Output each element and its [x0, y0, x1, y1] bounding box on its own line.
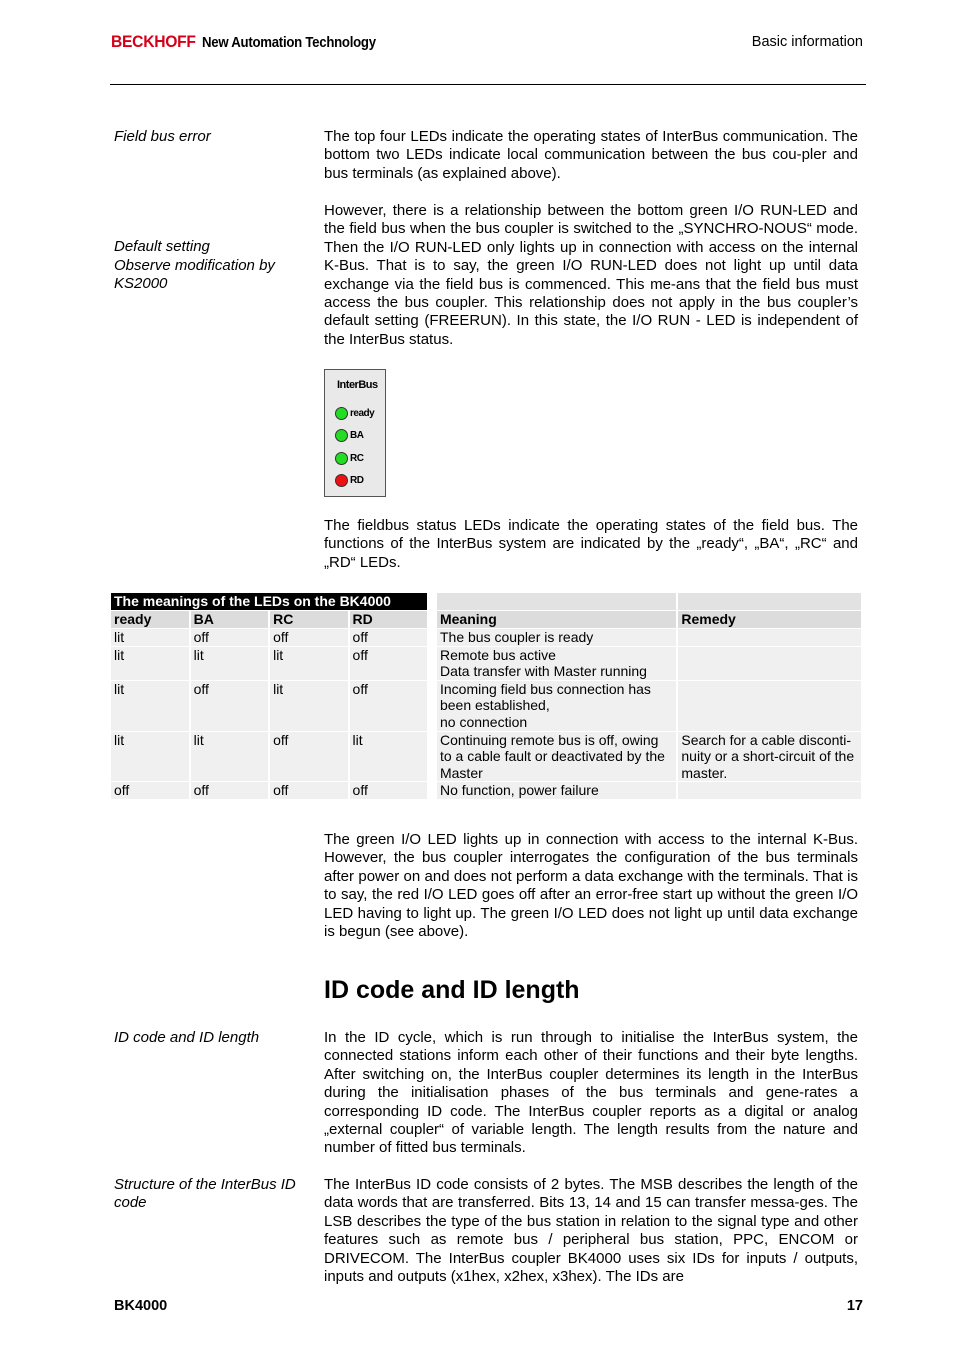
interbus-led-panel — [324, 369, 386, 497]
cell-rc: off — [270, 782, 347, 799]
table-caption-row — [111, 593, 861, 610]
table-row — [111, 647, 861, 680]
cell-ready: lit — [111, 629, 189, 646]
side-label-id-code-length: ID code and ID length — [114, 1029, 260, 1046]
section-title: Basic information — [751, 34, 863, 50]
meaning-line: The bus coupler is ready — [439, 629, 594, 645]
led-ba — [335, 428, 363, 442]
header-ba: BA — [191, 611, 268, 628]
led-ba-indicator — [335, 429, 348, 442]
footer-page-number: 17 — [846, 1298, 863, 1314]
cell-ba: lit — [191, 732, 268, 782]
table-row — [111, 681, 861, 731]
cell-ba: off — [191, 629, 268, 646]
cell-meaning — [437, 732, 676, 782]
cell-rc: lit — [270, 681, 347, 731]
led-rc-indicator — [335, 452, 348, 465]
led-ready-indicator — [335, 407, 348, 420]
led-rd-label: RD — [350, 474, 364, 486]
cell-ready: lit — [111, 732, 189, 782]
meaning-line: No function, power failure — [439, 782, 599, 799]
section-heading: ID code and ID length — [324, 976, 580, 1004]
cell-remedy — [678, 681, 861, 731]
footer-product: BK4000 — [114, 1298, 168, 1314]
cell-meaning — [437, 629, 676, 646]
led-rc-label: RC — [350, 452, 364, 464]
cell-rd: off — [350, 782, 427, 799]
paragraph-fieldbus-status: The fieldbus status LEDs indicate the operating states of the field bus. The functions of the InterBus system are indicated by the „ready“, „BA“, „RC“ and „RD“ LEDs. — [324, 517, 858, 571]
meaning-line: to a cable fault or deactivated by the — [439, 748, 665, 765]
meaning-line: no connection — [439, 713, 528, 730]
led-rd — [335, 473, 363, 487]
meaning-line: Incoming field bus connection has — [439, 680, 651, 697]
meaning-line: been established, — [439, 697, 550, 714]
cell-remedy — [678, 732, 861, 782]
side-label-default-setting: Default setting — [114, 238, 210, 255]
side-label-observe-modification: Observe modification by KS2000 — [114, 257, 275, 293]
cell-ready: off — [111, 782, 189, 799]
cell-ba: off — [191, 681, 268, 731]
cell-remedy — [678, 629, 861, 646]
led-meaning-table — [109, 592, 863, 800]
paragraph-led-states: The top four LEDs indicate the operating states of InterBus communication. The bottom two LEDs indicate local communication between the bus cou-pler and bus terminals (as explained above). — [324, 128, 858, 182]
led-ready-label: ready — [350, 407, 375, 419]
cell-ready: lit — [111, 681, 189, 731]
header-rule — [110, 84, 866, 85]
cell-remedy — [678, 782, 861, 799]
cell-rd: lit — [350, 732, 427, 782]
cell-meaning — [437, 681, 676, 731]
brand-logo — [111, 32, 399, 52]
led-rd-indicator — [335, 474, 348, 487]
header-meaning: Meaning — [437, 611, 676, 628]
table-row — [111, 782, 861, 799]
side-label-structure-id-code: Structure of the InterBus ID code — [114, 1176, 296, 1212]
remedy-line: nuity or a short-circuit of the — [681, 748, 855, 765]
table-caption: The meanings of the LEDs on the BK4000 — [111, 593, 427, 610]
cell-rc: lit — [270, 647, 347, 680]
remedy-line: master. — [681, 764, 728, 781]
table-header-row — [111, 611, 861, 628]
cell-rc: off — [270, 732, 347, 782]
cell-meaning — [437, 782, 676, 799]
led-panel-title: InterBus — [337, 379, 378, 391]
meaning-line: Continuing remote bus is off, owing — [439, 731, 659, 748]
led-rc — [335, 451, 363, 465]
cell-rd: off — [350, 647, 427, 680]
cell-ready: lit — [111, 647, 189, 680]
cell-rd: off — [350, 629, 427, 646]
header-ready: ready — [111, 611, 189, 628]
header-remedy: Remedy — [678, 611, 861, 628]
brand-name: BECKHOFF — [111, 32, 196, 51]
brand-tagline: New Automation Technology — [201, 34, 376, 51]
cell-remedy — [678, 647, 861, 680]
header-rd: RD — [350, 611, 427, 628]
paragraph-synchronous-mode: However, there is a relationship between the bottom green I/O RUN-LED and the field bus when the bus coupler is switched to the „SYNCHRO-NOUS“ mode. Then the I/O RUN-LED only lights up in connection with access on the internal K-Bus. That is to say, the green I/O RUN-LED does not light up until data exchange via the field bus is commenced. This me-ans that the field bus must access the bus coupler. This relationship does not apply in the bus coupler’s default setting (FREERUN). In this state, the I/O RUN - LED is independent of the InterBus status. — [324, 202, 858, 348]
cell-rd: off — [350, 681, 427, 731]
meaning-line: Data transfer with Master running — [439, 663, 647, 680]
table-row — [111, 629, 861, 646]
paragraph-id-code-structure: The InterBus ID code consists of 2 bytes. The MSB describes the length of the data words that are transferred. Bits 13, 14 and 15 can transfer messa-ges. The LSB describes the type of the bus station in relation to the signal type and other features such as remote bus / peripheral bus station, PPC, ENCOM or DRIVECOM. The InterBus coupler BK4000 uses six IDs for inputs / outputs, inputs and outputs (x1hex, x2hex, x3hex). The IDs are — [324, 1176, 858, 1286]
cell-meaning — [437, 647, 676, 680]
meaning-line: Master — [439, 764, 483, 781]
cell-rc: off — [270, 629, 347, 646]
side-label-field-bus-error: Field bus error — [114, 128, 211, 145]
cell-ba: off — [191, 782, 268, 799]
paragraph-green-io-led: The green I/O LED lights up in connection with access to the internal K-Bus. However, the bus coupler interrogates the configuration of the bus terminals after power on and does not perform a data exchange with the terminals. That is to say, the red I/O LED goes off after an error-free start up without the green I/O LED having to light up. The green I/O LED does not light up until data exchange is begun (see above). — [324, 831, 858, 941]
paragraph-id-cycle: In the ID cycle, which is run through to initialise the InterBus system, the connected stations inform each other of their functions and their byte lengths. After switching on, the InterBus coupler determines its length in the InterBus during the initialisation phases of the bus terminals and gene-rates a corresponding ID code. The InterBus coupler reports as a digital or analog „external coupler“ of variable length. The length results from the nature and number of fitted bus terminals. — [324, 1029, 858, 1157]
cell-ba: lit — [191, 647, 268, 680]
led-ba-label: BA — [350, 429, 364, 441]
meaning-line: Remote bus active — [439, 646, 556, 663]
led-ready — [335, 406, 374, 420]
table-row — [111, 732, 861, 782]
remedy-line: Search for a cable disconti- — [681, 731, 852, 748]
table-body — [111, 629, 861, 799]
header-rc: RC — [270, 611, 347, 628]
